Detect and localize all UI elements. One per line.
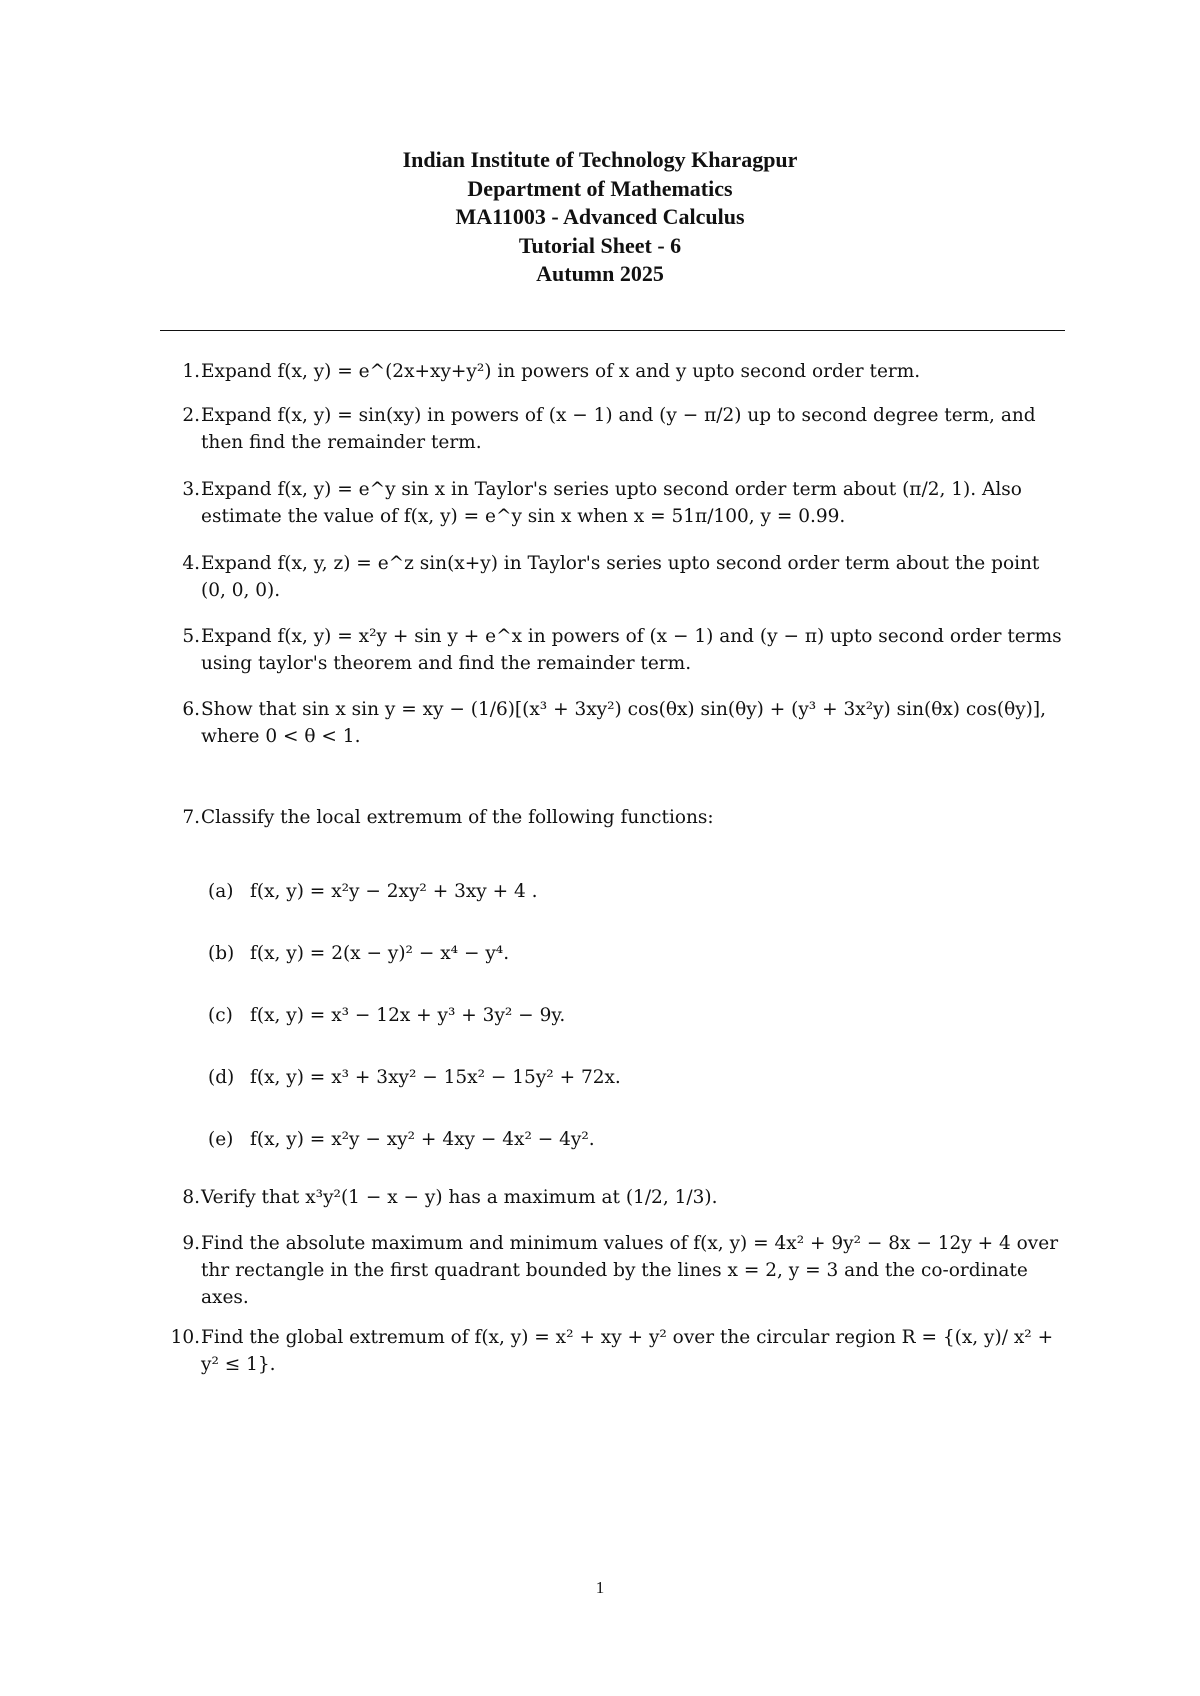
question-number: 8. xyxy=(182,1187,200,1208)
question-number: 4. xyxy=(182,553,200,574)
document-header xyxy=(0,146,1200,289)
question-text: Show that sin x sin y = xy − (1/6)[(x³ + 3xy²) cos(θx) sin(θy) + (y³ + 3x²y) sin(θx) cos(θy)], where 0 < θ < 1. xyxy=(201,699,1046,747)
part-label: (d) xyxy=(208,1067,235,1088)
question-number: 1. xyxy=(182,361,200,382)
question-text: Classify the local extremum of the following functions: xyxy=(201,807,714,828)
question-6 xyxy=(160,696,1065,750)
part-expression: f(x, y) = 2(x − y)² − x⁴ − y⁴. xyxy=(250,943,510,964)
question-text: Expand f(x, y) = x²y + sin y + e^x in powers of (x − 1) and (y − π) upto second order terms using taylor's theorem and find the remainder term. xyxy=(201,626,1062,674)
header-divider xyxy=(160,330,1065,331)
question-number: 7. xyxy=(182,807,200,828)
q7-part-e xyxy=(208,1126,595,1153)
question-9 xyxy=(160,1230,1065,1311)
question-4 xyxy=(160,550,1065,604)
question-text: Find the global extremum of f(x, y) = x² + xy + y² over the circular region R = {(x, y)/ x² + y² ≤ 1}. xyxy=(201,1327,1054,1375)
part-expression: f(x, y) = x²y − 2xy² + 3xy + 4 . xyxy=(250,881,538,902)
part-label: (a) xyxy=(208,881,234,902)
question-text: Verify that x³y²(1 − x − y) has a maximum at (1/2, 1/3). xyxy=(201,1187,718,1208)
question-text: Expand f(x, y) = e^y sin x in Taylor's series upto second order term about (π/2, 1). Also estimate the value of f(x, y) = e^y sin x when x = 51π/100, y = 0.99. xyxy=(201,479,1022,527)
question-text: Expand f(x, y) = e^(2x+xy+y²) in powers of x and y upto second order term. xyxy=(201,361,921,382)
q7-part-c xyxy=(208,1002,565,1029)
question-number: 6. xyxy=(182,699,200,720)
part-expression: f(x, y) = x³ + 3xy² − 15x² − 15y² + 72x. xyxy=(250,1067,621,1088)
question-8 xyxy=(160,1184,1065,1211)
question-number: 3. xyxy=(182,479,200,500)
department-name: Department of Mathematics xyxy=(467,175,733,201)
question-5 xyxy=(160,623,1065,677)
question-number: 10. xyxy=(170,1327,200,1348)
sheet-title: Tutorial Sheet - 6 xyxy=(518,232,682,258)
term: Autumn 2025 xyxy=(536,261,664,286)
part-label: (b) xyxy=(208,943,235,964)
q7-part-d xyxy=(208,1064,621,1091)
part-label: (c) xyxy=(208,1005,233,1026)
question-2 xyxy=(160,402,1065,456)
question-text: Expand f(x, y, z) = e^z sin(x+y) in Taylor's series upto second order term about the point (0, 0, 0). xyxy=(201,553,1040,601)
q7-part-b xyxy=(208,940,509,967)
question-number: 5. xyxy=(182,626,200,647)
institute-name: Indian Institute of Technology Kharagpur xyxy=(402,147,798,172)
course-title: MA11003 - Advanced Calculus xyxy=(455,204,745,229)
question-number: 9. xyxy=(182,1233,200,1254)
question-number: 2. xyxy=(182,405,200,426)
question-7 xyxy=(160,804,1065,831)
question-text: Find the absolute maximum and minimum values of f(x, y) = 4x² + 9y² − 8x − 12y + 4 over thr rectangle in the first quadrant bounded by the lines x = 2, y = 3 and the co-ordinate axes. xyxy=(201,1233,1059,1308)
question-10 xyxy=(160,1324,1065,1378)
part-expression: f(x, y) = x²y − xy² + 4xy − 4x² − 4y². xyxy=(250,1129,595,1150)
q7-part-a xyxy=(208,878,538,905)
question-1 xyxy=(160,358,1065,385)
part-label: (e) xyxy=(208,1129,234,1150)
part-expression: f(x, y) = x³ − 12x + y³ + 3y² − 9y. xyxy=(250,1005,566,1026)
page-number: 1 xyxy=(595,1578,605,1597)
question-text: Expand f(x, y) = sin(xy) in powers of (x − 1) and (y − π/2) up to second degree term, and then find the remainder term. xyxy=(201,405,1036,453)
question-3 xyxy=(160,476,1065,530)
